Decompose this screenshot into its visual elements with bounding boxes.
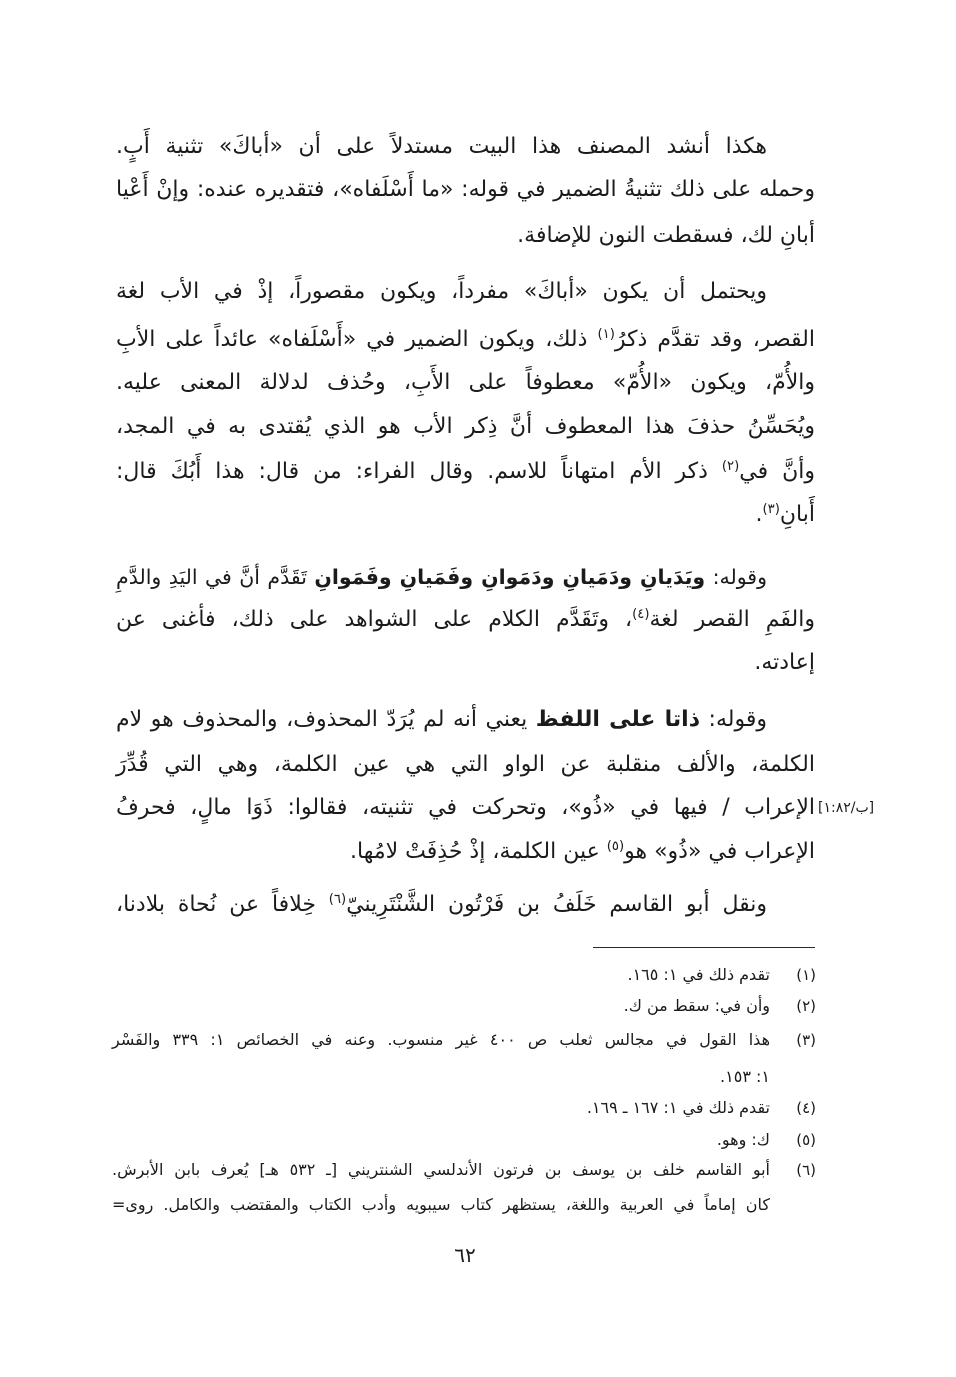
text-segment: والفَمِ القصر لغة — [649, 607, 815, 632]
text-line — [116, 883, 815, 927]
text-segment: الكلمة، والألف منقلبة عن الواو التي هي عين الكلمة، وهي التي قُدِّرَ — [116, 752, 815, 777]
text-segment: ، وتَقَدَّم الكلام على الشواهد على ذلك، فأغنى عن — [116, 607, 633, 632]
footnote-text: كان إماماً في العربية واللغة، يستظهر كتاب سيبويه وأدب الكتاب والمقتضب والكامل. روى= — [112, 1195, 770, 1214]
footnote-text: تقدم ذلك في ١: ١٦٥. — [627, 965, 770, 984]
text-line — [116, 698, 815, 742]
text-segment: ذكر الأم امتهاناً للاسم. وقال الفراء: من قال: هذا أَبُكَ قال: — [116, 459, 722, 484]
text-line — [116, 555, 815, 599]
text-segment: وحمله على ذلك تثنيةُ الضمير في قوله: «ما أَسْلَفاه»، فتقديره عنده: وإنْ أَعْيا — [116, 177, 815, 202]
text-line — [116, 361, 815, 405]
text-segment: ويُحَسِّنُ حذفَ هذا المعطوف أنَّ ذِكر الأب هو الذي يُقتدى به في المجد، — [116, 414, 815, 439]
footnote-number: (٢) — [796, 997, 816, 1015]
text-segment: خِلافاً عن نُحاة بلادنا، — [116, 892, 329, 917]
text-line — [116, 405, 815, 449]
footnote-text: ك: وهو. — [716, 1130, 770, 1149]
text-segment: وقوله: — [700, 707, 767, 732]
text-segment: أَبانِ — [779, 502, 815, 527]
footnote-text: تقدم ذلك في ١: ١٦٧ ـ ١٦٩. — [586, 1098, 770, 1117]
footnote-ref: (٥) — [606, 839, 625, 855]
text-line — [116, 168, 815, 212]
footnote-number: (٣) — [796, 1031, 816, 1049]
footnote-separator — [593, 947, 815, 948]
text-line — [116, 318, 815, 362]
text-line — [116, 214, 815, 258]
footnote-number: (٤) — [796, 1099, 816, 1117]
text-line — [116, 493, 815, 537]
footnote-ref: (٢) — [721, 459, 740, 475]
footnote-number: (١) — [796, 966, 816, 984]
text-segment: تَقَدَّم أنَّ في اليَدِ والدَّمِ — [116, 565, 315, 589]
footnote-ref: (٦) — [328, 892, 347, 908]
text-segment: أبانِ لك، فسقطت النون للإضافة. — [517, 223, 815, 248]
bold-phrase: ويَدَيانِ ودَمَيانِ ودَمَوانِ وفَمَيانِ وفَمَوانِ — [314, 565, 706, 589]
text-line — [116, 598, 815, 642]
text-segment: هكذا أنشد المصنف هذا البيت مستدلاً على أن «أباكَ» تثنية أَبٍ. — [116, 134, 767, 159]
text-segment: . — [755, 502, 763, 527]
footnote-text: هذا القول في مجالس ثعلب ص ٤٠٠ غير منسوب. وعنه في الخصائص ١: ٣٣٩ والفَسْر — [112, 1030, 771, 1049]
text-line — [116, 450, 815, 494]
manuscript-folio-note: [١:٨٢/ب] — [818, 800, 875, 816]
text-segment: القصر، وقد تقدَّم ذكرُ — [614, 327, 815, 352]
text-line — [116, 743, 815, 787]
bold-phrase: ذاتا على اللفظ — [535, 707, 701, 732]
footnote-number: (٥) — [796, 1131, 816, 1149]
text-segment: وقوله: — [705, 565, 767, 589]
text-line — [116, 830, 815, 874]
text-segment: إعادته. — [754, 650, 815, 675]
text-segment: ونقل أبو القاسم خَلَفُ بن فَرْتُون الشَّنْتَرِينيّ — [346, 892, 767, 917]
text-segment: ذلك، ويكون الضمير في «أَسْلَفاه» عائداً على الأبِ — [116, 327, 598, 352]
text-line — [116, 270, 815, 314]
footnote-ref: (٣) — [762, 502, 780, 518]
text-segment: يعني أنه لم يُرَدّ المحذوف، والمحذوف هو لام — [116, 707, 536, 732]
footnote-ref: (٤) — [632, 607, 650, 623]
text-segment: والأُمّ، ويكون «الأُمّ» معطوفاً على الأَبِ، وحُذف لدلالة المعنى عليه. — [116, 370, 815, 395]
page-number: ٦٢ — [454, 1243, 476, 1267]
text-segment: ويحتمل أن يكون «أباكَ» مفرداً، ويكون مقصوراً، إذْ في الأب لغة — [116, 279, 767, 304]
footnote-text: وأن في: سقط من ك. — [623, 996, 770, 1015]
text-segment: وأنَّ في — [739, 459, 815, 484]
text-segment: عين الكلمة، إذْ حُذِفَتْ لامُها. — [350, 839, 607, 864]
text-segment: الإعراب في «ذُو» هو — [624, 839, 815, 864]
footnote-text: أبو القاسم خلف بن يوسف بن فرتون الأندلسي الشنتريني [ـ ٥٣٢ هـ] يُعرف بابن الأبرش. — [112, 1160, 771, 1179]
footnote-text: ١: ١٥٣. — [720, 1067, 770, 1086]
footnote-number: (٦) — [796, 1161, 816, 1179]
text-line — [116, 125, 815, 169]
text-line — [116, 641, 815, 685]
text-line — [116, 786, 815, 830]
text-segment: الإعراب / فيها في «ذُو»، وتحركت في تثنيته، فقالوا: ذَوَا مالٍ، فحرفُ — [116, 795, 815, 820]
footnote-ref: (١) — [597, 327, 615, 343]
